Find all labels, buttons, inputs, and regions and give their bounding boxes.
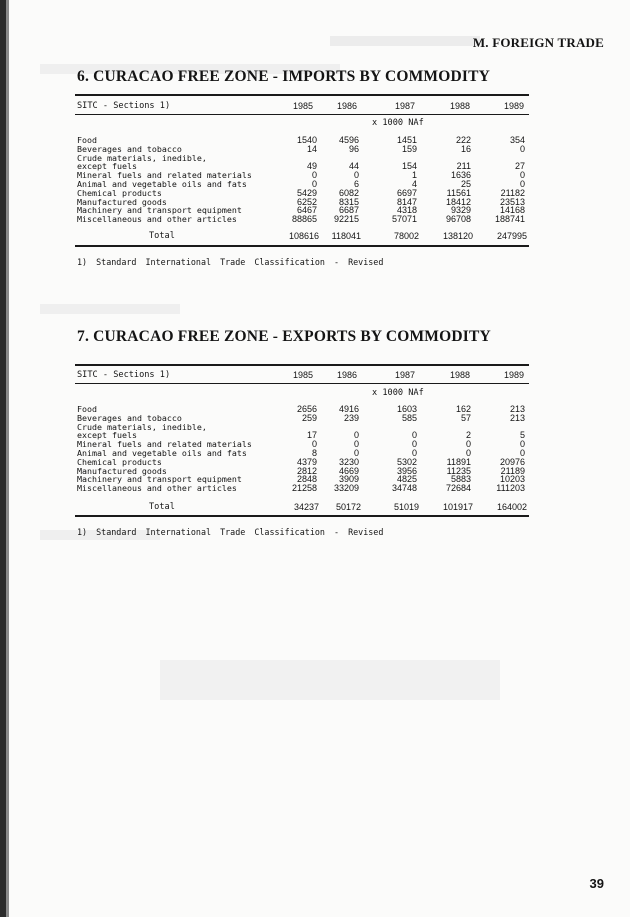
cell-1987: 0: [411, 439, 417, 450]
row-label: Crude materials, inedible,: [77, 421, 207, 432]
total-1989: 164002: [496, 502, 527, 512]
total-1988: 138120: [442, 231, 473, 241]
cell-1985: 0: [311, 439, 317, 450]
exports-year-1986: 1986: [336, 370, 357, 380]
row-label: Manufactured goods: [77, 196, 167, 207]
cell-1985: 6252: [296, 196, 317, 207]
cell-1987: 1451: [396, 135, 417, 145]
row-label: Miscellaneous and other articles: [77, 214, 237, 225]
imports-header-rule: [75, 114, 529, 115]
imports-bottom-rule: [75, 245, 529, 247]
cell-1986: 33209: [333, 483, 359, 494]
cell-1989: 21189: [500, 465, 525, 476]
cell-1989: 213: [509, 404, 525, 414]
cell-1988: 11891: [446, 456, 471, 467]
total-1986: 118041: [331, 231, 361, 241]
exports-header-rule: [75, 383, 529, 384]
row-label: Mineral fuels and related materials: [77, 439, 252, 450]
cell-1988: 57: [460, 412, 471, 423]
cell-1989: 188741: [494, 214, 525, 225]
imports-header-row: [77, 101, 527, 113]
cell-1988: 72684: [445, 483, 471, 494]
cell-1985: 2812: [296, 465, 317, 476]
exports-rows: [77, 405, 527, 493]
exports-unit-label: x 1000 NAf: [372, 388, 424, 398]
total-1988: 101917: [442, 502, 473, 512]
cell-1986: 4596: [338, 135, 359, 145]
cell-1985: 6467: [296, 205, 317, 216]
imports-unit-label: x 1000 NAf: [372, 118, 424, 128]
cell-1985: 1540: [296, 135, 317, 145]
cell-1989: 0: [519, 178, 525, 189]
imports-rows: [77, 136, 527, 224]
running-header: M. FOREIGN TRADE: [472, 35, 604, 50]
imports-table-title: 6. CURACAO FREE ZONE - IMPORTS BY COMMODITY: [77, 68, 491, 85]
cell-1985: 49: [306, 161, 317, 172]
imports-year-1987: 1987: [394, 101, 415, 111]
exports-year-1987: 1987: [394, 370, 415, 380]
table-row: [77, 215, 527, 224]
cell-1985: 5429: [296, 187, 317, 198]
cell-1988: 211: [456, 161, 471, 172]
page-binding-shadow: [6, 0, 9, 917]
cell-1989: 14168: [499, 205, 525, 216]
cell-1985: 21258: [291, 483, 317, 494]
cell-1988: 25: [460, 178, 471, 189]
total-label: Total: [149, 502, 175, 512]
row-label: Beverages and tobacco: [77, 143, 182, 154]
total-1985: 108616: [288, 231, 319, 241]
exports-year-1989: 1989: [503, 370, 524, 380]
cell-1989: 21182: [500, 187, 525, 198]
cell-1986: 6: [353, 178, 359, 189]
row-label: Food: [77, 135, 97, 145]
cell-1987: 57071: [391, 214, 417, 225]
total-1989: 247995: [496, 231, 527, 241]
exports-top-rule: [75, 364, 529, 366]
cell-1989: 0: [519, 170, 525, 181]
exports-total-row: [77, 502, 527, 514]
cell-1985: 259: [301, 412, 317, 423]
cell-1985: 4379: [296, 456, 317, 467]
row-label: Chemical products: [77, 187, 162, 198]
row-label: Beverages and tobacco: [77, 412, 182, 423]
cell-1987: 4: [411, 178, 417, 189]
cell-1986: 96: [348, 143, 359, 154]
row-label: Mineral fuels and related materials: [77, 170, 252, 181]
cell-1987: 0: [411, 447, 417, 458]
cell-1988: 222: [455, 135, 471, 145]
cell-1988: 162: [455, 404, 471, 414]
cell-1988: 16: [460, 143, 471, 154]
cell-1986: 0: [353, 439, 359, 450]
exports-header-row: [77, 370, 527, 382]
imports-total-row: [77, 231, 527, 243]
cell-1985: 88865: [291, 214, 317, 225]
cell-1988: 11561: [446, 187, 471, 198]
bleed-through-block: [330, 36, 480, 46]
cell-1988: 2: [465, 430, 471, 441]
row-label: Animal and vegetable oils and fats: [77, 447, 247, 458]
row-label: except fuels: [77, 430, 137, 441]
cell-1986: 8315: [338, 196, 359, 207]
total-1987: 51019: [393, 502, 419, 512]
imports-year-1988: 1988: [449, 101, 470, 111]
cell-1987: 1: [411, 170, 417, 181]
exports-table-title: 7. CURACAO FREE ZONE - EXPORTS BY COMMODITY: [77, 328, 491, 345]
cell-1985: 0: [311, 170, 317, 181]
cell-1989: 27: [514, 161, 525, 172]
cell-1989: 354: [509, 135, 525, 145]
cell-1987: 159: [401, 143, 417, 154]
cell-1987: 6697: [396, 187, 417, 198]
cell-1985: 2848: [296, 474, 317, 485]
cell-1988: 11235: [446, 465, 471, 476]
exports-bottom-rule: [75, 515, 529, 517]
cell-1987: 34748: [391, 483, 417, 494]
cell-1986: 0: [353, 170, 359, 181]
exports-year-1985: 1985: [292, 370, 313, 380]
cell-1989: 0: [519, 143, 525, 154]
cell-1987: 5302: [396, 456, 417, 467]
row-label: Machinery and transport equipment: [77, 205, 242, 216]
cell-1989: 213: [509, 412, 525, 423]
cell-1986: 44: [348, 161, 359, 172]
total-1987: 78002: [393, 231, 419, 241]
cell-1989: 111203: [496, 483, 525, 494]
cell-1988: 1636: [450, 170, 471, 181]
cell-1986: 4916: [338, 404, 359, 414]
cell-1988: 18412: [445, 196, 471, 207]
cell-1985: 0: [311, 178, 317, 189]
cell-1988: 9329: [450, 205, 471, 216]
imports-year-1986: 1986: [336, 101, 357, 111]
cell-1987: 585: [401, 412, 417, 423]
cell-1987: 4825: [396, 474, 417, 485]
cell-1988: 5883: [450, 474, 471, 485]
cell-1985: 2656: [296, 404, 317, 414]
cell-1989: 23513: [499, 196, 525, 207]
cell-1987: 1603: [396, 404, 417, 414]
cell-1988: 0: [465, 447, 471, 458]
bleed-through-block: [160, 660, 500, 700]
exports-footnote: 1) Standard International Trade Classification - Revised: [77, 527, 384, 537]
cell-1986: 4669: [338, 465, 359, 476]
cell-1985: 14: [306, 143, 317, 154]
cell-1985: 8: [311, 447, 317, 458]
exports-year-1988: 1988: [449, 370, 470, 380]
row-label: Machinery and transport equipment: [77, 474, 242, 485]
cell-1989: 0: [519, 439, 525, 450]
cell-1987: 8147: [396, 196, 417, 207]
cell-1989: 20976: [499, 456, 525, 467]
imports-top-rule: [75, 94, 529, 96]
cell-1986: 239: [343, 412, 359, 423]
row-label: Manufactured goods: [77, 465, 167, 476]
cell-1989: 10203: [499, 474, 525, 485]
cell-1987: 154: [401, 161, 417, 172]
row-label: Food: [77, 404, 97, 414]
cell-1989: 5: [519, 430, 525, 441]
row-label: Chemical products: [77, 456, 162, 467]
table-row: [77, 484, 527, 493]
row-label: Miscellaneous and other articles: [77, 483, 237, 494]
total-label: Total: [149, 231, 175, 241]
exports-sitc-label: SITC - Sections 1): [77, 370, 171, 380]
cell-1987: 0: [411, 430, 417, 441]
cell-1986: 3909: [338, 474, 359, 485]
cell-1987: 4318: [396, 205, 417, 216]
cell-1986: 6687: [338, 205, 359, 216]
cell-1986: 3230: [338, 456, 359, 467]
cell-1989: 0: [519, 447, 525, 458]
cell-1986: 0: [353, 447, 359, 458]
imports-sitc-label: SITC - Sections 1): [77, 101, 171, 111]
cell-1988: 96708: [445, 214, 471, 225]
page-number: 39: [589, 876, 604, 891]
row-label: Animal and vegetable oils and fats: [77, 178, 247, 189]
bleed-through-block: [40, 304, 180, 314]
cell-1987: 3956: [396, 465, 417, 476]
total-1986: 50172: [335, 502, 361, 512]
cell-1985: 17: [306, 430, 317, 441]
cell-1986: 92215: [333, 214, 359, 225]
table-row: [77, 423, 527, 432]
row-label: except fuels: [77, 161, 137, 172]
imports-year-1985: 1985: [292, 101, 313, 111]
imports-footnote: 1) Standard International Trade Classification - Revised: [77, 257, 384, 267]
imports-year-1989: 1989: [503, 101, 524, 111]
row-label: Crude materials, inedible,: [77, 152, 207, 163]
cell-1986: 6082: [338, 187, 359, 198]
total-1985: 34237: [293, 502, 319, 512]
cell-1986: 0: [353, 430, 359, 441]
cell-1988: 0: [465, 439, 471, 450]
